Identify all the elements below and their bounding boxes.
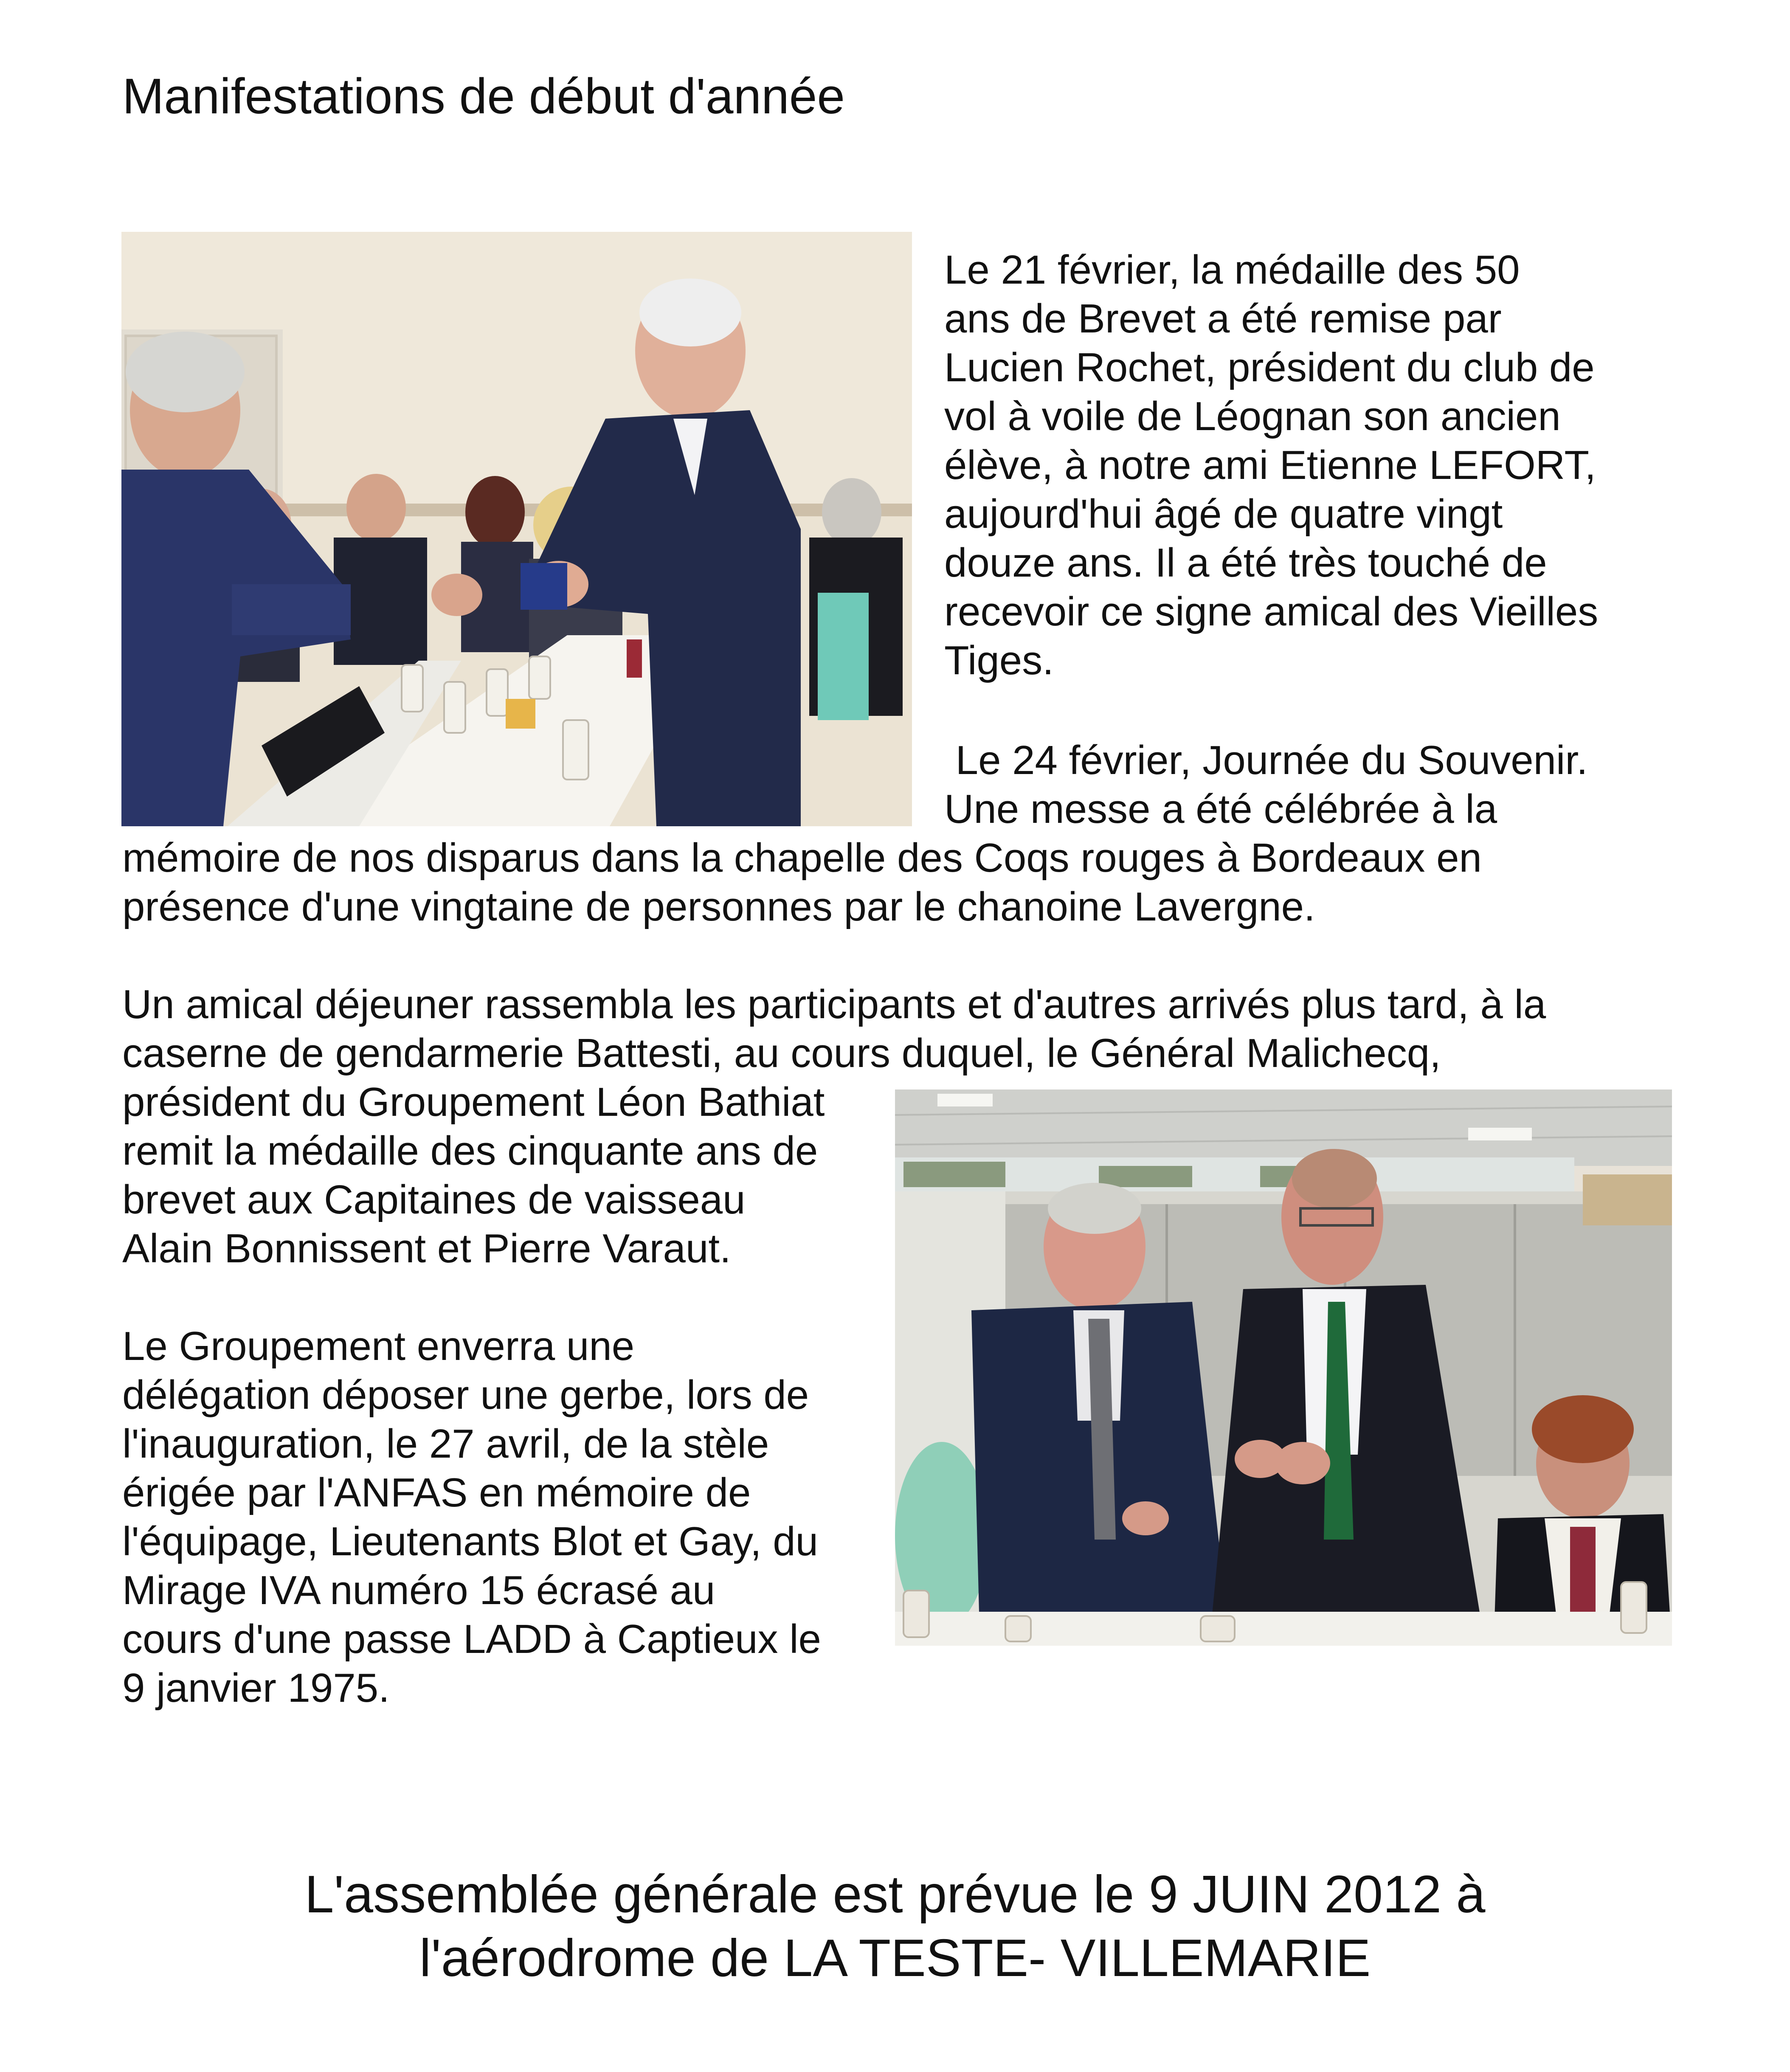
footer-line-2: l'aérodrome de LA TESTE- VILLEMARIE xyxy=(419,1929,1371,1988)
para1-line-4: vol à voile de Léognan son ancien xyxy=(944,394,1561,439)
para3-line-2: caserne de gendarmerie Battesti, au cours duquel, le Général Malichecq, xyxy=(122,1030,1441,1076)
para2-line-2: Une messe a été célébrée à la xyxy=(944,786,1497,832)
para2-line-1: Le 24 février, Journée du Souvenir. xyxy=(944,738,1588,783)
para4-line-6: Mirage IVA numéro 15 écrasé au xyxy=(122,1568,715,1613)
para1-line-5: élève, à notre ami Etienne LEFORT, xyxy=(944,442,1596,488)
para3-line-5: brevet aux Capitaines de vaisseau xyxy=(122,1177,746,1222)
para1-line-8: recevoir ce signe amical des Vieilles xyxy=(944,589,1599,634)
para4-line-8: 9 janvier 1975. xyxy=(122,1665,390,1711)
page-title: Manifestations de début d'année xyxy=(122,68,845,124)
para3-line-4: remit la médaille des cinquante ans de xyxy=(122,1128,818,1174)
para4-line-4: érigée par l'ANFAS en mémoire de xyxy=(122,1470,751,1515)
para4-line-5: l'équipage, Lieutenants Blot et Gay, du xyxy=(122,1519,819,1564)
para3-line-6: Alain Bonnissent et Pierre Varaut. xyxy=(122,1226,731,1271)
footer-line-1: L'assemblée générale est prévue le 9 JUIN 2012 à xyxy=(304,1865,1486,1924)
para1-line-6: aujourd'hui âgé de quatre vingt xyxy=(944,491,1503,537)
photo-medal-handover-gendarmerie xyxy=(895,1089,1672,1646)
para4-line-3: l'inauguration, le 27 avril, de la stèle xyxy=(122,1421,769,1467)
para2-line-3: mémoire de nos disparus dans la chapelle des Coqs rouges à Bordeaux en xyxy=(122,835,1482,881)
para4-line-7: cours d'une passe LADD à Captieux le xyxy=(122,1616,821,1662)
para1-line-3: Lucien Rochet, président du club de xyxy=(944,345,1595,390)
para1-line-7: douze ans. Il a été très touché de xyxy=(944,540,1547,586)
para4-line-1: Le Groupement enverra une xyxy=(122,1323,635,1369)
para4-line-2: délégation déposer une gerbe, lors de xyxy=(122,1372,809,1418)
para1-line-1: Le 21 février, la médaille des 50 xyxy=(944,247,1520,293)
photo-medal-ceremony-banquet xyxy=(121,232,912,826)
para3-line-1: Un amical déjeuner rassembla les participants et d'autres arrivés plus tard, à la xyxy=(122,982,1546,1027)
para3-line-3: président du Groupement Léon Bathiat xyxy=(122,1079,825,1125)
para1-line-2: ans de Brevet a été remise par xyxy=(944,296,1502,341)
para2-line-4: présence d'une vingtaine de personnes par le chanoine Lavergne. xyxy=(122,884,1315,929)
para1-line-9: Tiges. xyxy=(944,638,1054,683)
